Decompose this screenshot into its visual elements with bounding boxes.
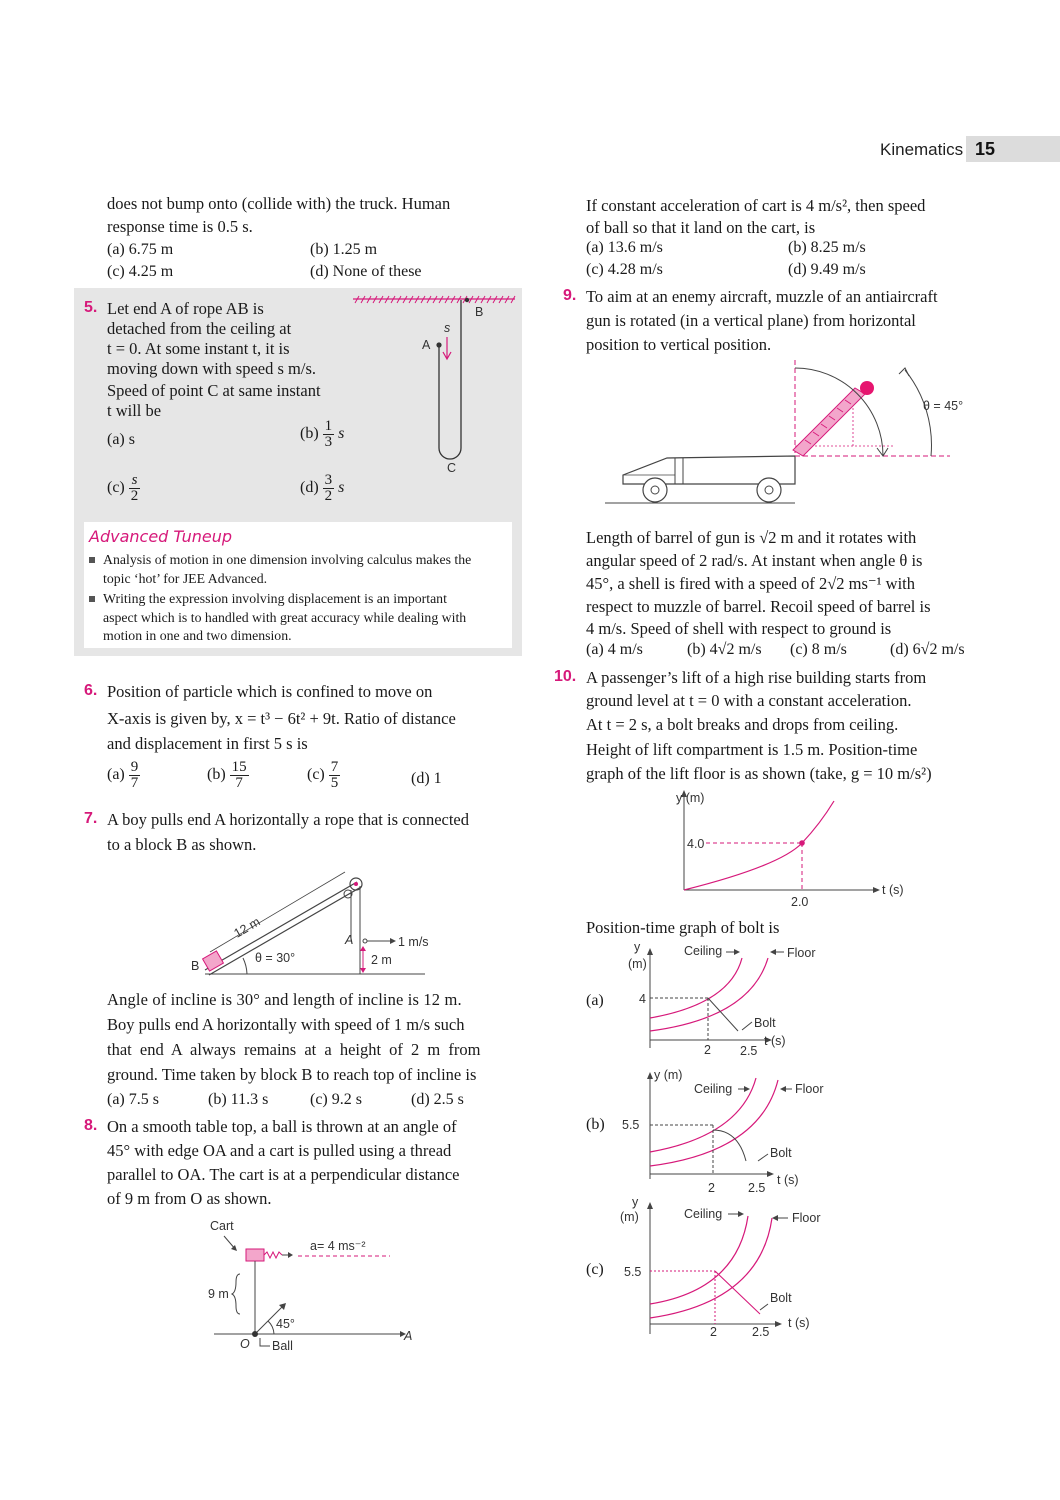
bolt-label: Bolt (770, 1291, 792, 1305)
ball (252, 1331, 258, 1337)
y-tick-label: 4 (639, 992, 646, 1006)
y-axis-label: y (632, 1195, 639, 1209)
q7-text-line: to a block B as shown. (107, 835, 257, 854)
q9-gun-figure (605, 360, 964, 510)
floor-label: Floor (792, 1211, 821, 1225)
q10-option-c-graph (612, 1194, 842, 1344)
cart-block (246, 1249, 264, 1261)
q7-option-d: (d) 2.5 s (411, 1091, 464, 1108)
bolt-label: Bolt (770, 1146, 792, 1160)
q8-option-b: (b) 8.25 m/s (788, 239, 866, 256)
q5-text-line: moving down with speed s m/s. (107, 359, 316, 378)
point-b-dot (465, 298, 469, 302)
q10-text-line: Height of lift compartment is 1.5 m. Position-time (586, 740, 918, 759)
q10-option-c-label: (c) (586, 1261, 604, 1278)
label-s: s (444, 321, 451, 335)
q10-text-line: At t = 2 s, a bolt breaks and drops from ceiling. (586, 715, 899, 734)
x-axis-label: t (s) (788, 1316, 810, 1330)
q10-option-a-label: (a) (586, 992, 604, 1009)
q4-text-line: does not bump onto (collide with) the truck. Human (107, 194, 451, 213)
q5-number: 5. (84, 299, 98, 316)
q6-option-a: (a) $\frac{9}{7}$ (107, 759, 139, 791)
q7-option-c: (c) 9.2 s (310, 1091, 362, 1108)
q7-option-a: (a) 7.5 s (107, 1091, 159, 1108)
q9-number: 9. (563, 287, 577, 304)
q9-body-line: 4 m/s. Speed of shell with respect to ground is (586, 619, 892, 638)
q8-option-c: (c) 4.28 m/s (586, 261, 663, 278)
q9-body-line: Length of barrel of gun is √2 m and it rotates with (586, 528, 917, 547)
ceiling-curve (650, 1216, 748, 1304)
label-b: B (191, 959, 200, 973)
label-speed: 1 m/s (398, 935, 429, 949)
x-axis-label: t (s) (777, 1173, 799, 1187)
q9-text-line: position to vertical position. (586, 335, 772, 354)
q7-body-line: Boy pulls end A horizontally with speed of 1 m/s such (107, 1015, 465, 1034)
bolt-graph-prompt: Position-time graph of bolt is (586, 918, 780, 937)
thread-spring (264, 1252, 282, 1258)
q5-text-line: Let end A of rope AB is (107, 299, 264, 318)
q9-option-c: (c) 8 m/s (790, 641, 847, 658)
label-angle: θ = 30° (255, 951, 296, 965)
q8-number: 8. (84, 1117, 98, 1134)
y-tick-label: 4.0 (687, 837, 705, 851)
q8-option-d: (d) 9.49 m/s (788, 261, 866, 278)
q10-option-b-label: (b) (586, 1116, 605, 1133)
q4-text-line: response time is 0.5 s. (107, 217, 253, 236)
q6-option-c: (c) $\frac{7}{5}$ (307, 759, 339, 791)
point-a-dot (436, 342, 441, 347)
q5-option-d: (d) $\frac{3}{2}$ s (300, 472, 345, 504)
q7-body-line: Angle of incline is 30° and length of incline is 12 m. (107, 990, 462, 1009)
wheel-rear (757, 478, 781, 502)
q5-option-b: (b) $\frac{1}{3}$ s (300, 418, 345, 450)
q10-number: 10. (554, 668, 577, 685)
y-axis-unit: (m) (620, 1210, 639, 1224)
shell (860, 381, 874, 395)
lift-floor-curve (684, 801, 834, 890)
floor-curve (650, 1218, 772, 1318)
q4-option-c: (c) 4.25 m (107, 263, 174, 280)
q5-text-line: t will be (107, 401, 162, 420)
q9-option-b: (b) 4√2 m/s (687, 641, 762, 658)
advanced-tuneup-box (84, 522, 512, 648)
q4-option-d: (d) None of these (310, 263, 422, 280)
q5-text-line: t = 0. At some instant t, it is (107, 339, 290, 358)
q10-option-b-graph (620, 1064, 840, 1199)
label-ball: Ball (272, 1339, 293, 1353)
wheel-front (643, 478, 667, 502)
x-tick-1: 2 (704, 1043, 711, 1057)
q8-cont-line: of ball so that it land on the cart, is (586, 218, 816, 237)
ceiling-label: Ceiling (684, 944, 723, 958)
y-tick-label: 5.5 (622, 1118, 640, 1132)
x-tick-2: 2.5 (740, 1044, 758, 1058)
q9-text-line: To aim at an enemy aircraft, muzzle of an antiaircraft (586, 287, 938, 306)
x-axis-label: t (s) (882, 883, 904, 897)
q8-text-line: parallel to OA. The cart is at a perpendicular distance (107, 1165, 460, 1184)
q9-option-a: (a) 4 m/s (586, 641, 643, 658)
bolt-break-point (799, 840, 805, 846)
x-axis-label: t (s) (764, 1034, 786, 1048)
y-axis-unit: (m) (628, 957, 647, 971)
q5-text-line: Speed of point C at same instant (107, 381, 321, 400)
q8-text-line: of 9 m from O as shown. (107, 1189, 272, 1208)
q9-body-line: 45°, a shell is fired with a speed of 2√2 ms⁻¹ with (586, 574, 916, 593)
floor-label: Floor (787, 946, 816, 960)
q6-option-b: (b) $\frac{15}{7}$ (207, 759, 247, 791)
q10-option-a-graph (620, 938, 830, 1063)
label-a: A (422, 338, 431, 352)
q8-cart-figure (200, 1214, 430, 1356)
q10-text-line: ground level at t = 0 with a constant acceleration. (586, 691, 912, 710)
label-distance: 9 m (208, 1287, 229, 1301)
q9-text-line: gun is rotated (in a vertical plane) from horizontal (586, 311, 916, 330)
label-c: C (447, 461, 457, 475)
q5-option-c: (c) $\frac{s}{2}$ (107, 472, 139, 504)
q8-option-a: (a) 13.6 m/s (586, 239, 663, 256)
tuneup-bullet-1: Analysis of motion in one dimension involving calculus makes the topic ‘hot’ for JEE Advanced. (89, 551, 509, 588)
q7-body-line: that end A always remains at a height of 2 m from (107, 1040, 481, 1059)
q6-text-line: and displacement in first 5 s is (107, 734, 308, 753)
q6-text-line: Position of particle which is confined to move on (107, 682, 433, 701)
x-tick-label: 2.0 (791, 895, 809, 909)
q7-incline-figure (185, 862, 430, 980)
q10-text-line: graph of the lift floor is as shown (take, g = 10 m/s²) (586, 764, 932, 783)
ceiling-curve (650, 958, 742, 1018)
q5-text-line: detached from the ceiling at (107, 319, 292, 338)
q4-option-b: (b) 1.25 m (310, 241, 378, 258)
label-angle: 45° (276, 1317, 295, 1331)
q7-body-line: ground. Time taken by block B to reach top of incline is (107, 1065, 477, 1084)
x-tick-1: 2 (708, 1181, 715, 1195)
label-height: 2 m (371, 953, 392, 967)
angle-arc (905, 370, 931, 456)
floor-label: Floor (795, 1082, 824, 1096)
q7-option-b: (b) 11.3 s (208, 1091, 269, 1108)
q6-text-line: X-axis is given by, x = t³ − 6t² + 9t. Ratio of distance (107, 709, 456, 728)
y-tick-label: 5.5 (624, 1265, 642, 1279)
page-number: 15 (975, 139, 996, 159)
q7-number: 7. (84, 810, 98, 827)
length-dimension (210, 872, 345, 952)
label-accel: a= 4 ms⁻² (310, 1239, 366, 1253)
q6-number: 6. (84, 682, 98, 699)
bullet-square-icon (89, 557, 95, 563)
q9-body-line: angular speed of 2 rad/s. At instant when angle θ is (586, 551, 923, 570)
q6-option-d: (d) 1 (411, 770, 442, 787)
tuneup-title: Advanced Tuneup (89, 527, 232, 546)
bolt-label: Bolt (754, 1016, 776, 1030)
header-section-title: Kinematics (880, 140, 964, 159)
q9-body-line: respect to muzzle of barrel. Recoil speed of barrel is (586, 597, 931, 616)
q4-option-a: (a) 6.75 m (107, 241, 174, 258)
q8-cont-line: If constant acceleration of cart is 4 m/s², then speed (586, 196, 926, 215)
y-axis-label: y (m) (676, 791, 705, 805)
tuneup-bullet-2: Writing the expression involving displacement is an important aspect which is to handled with great accuracy while dealing with motion in one and two dimension. (89, 590, 509, 646)
x-tick-2: 2.5 (752, 1325, 770, 1339)
q5-option-a: (a) s (107, 431, 135, 448)
bullet-square-icon (89, 596, 95, 602)
label-a: A (345, 933, 354, 947)
q5-rope-figure (345, 290, 520, 480)
label-o: O (240, 1337, 250, 1351)
label-cart: Cart (210, 1219, 234, 1233)
q8-text-line: 45° with edge OA and a cart is pulled using a thread (107, 1141, 452, 1160)
label-length: 12 m (231, 914, 263, 941)
q9-option-d: (d) 6√2 m/s (890, 641, 965, 658)
ceiling-label: Ceiling (684, 1207, 723, 1221)
label-angle: θ = 45° (923, 399, 964, 413)
x-tick-1: 2 (710, 1325, 717, 1339)
q10-text-line: A passenger’s lift of a high rise building starts from (586, 668, 927, 687)
y-axis-label: y (m) (654, 1068, 683, 1082)
bolt-path (715, 1271, 760, 1314)
floor-curve (650, 958, 768, 1031)
page-header (0, 136, 1060, 164)
label-a: A (404, 1329, 413, 1343)
x-tick-2: 2.5 (748, 1181, 766, 1195)
ceiling-label: Ceiling (694, 1082, 733, 1096)
q8-text-line: On a smooth table top, a ball is thrown at an angle of (107, 1117, 457, 1136)
q7-text-line: A boy pulls end A horizontally a rope that is connected (107, 810, 470, 829)
label-b: B (475, 305, 484, 319)
lift-position-time-graph (670, 786, 920, 911)
y-axis-label: y (634, 940, 641, 954)
